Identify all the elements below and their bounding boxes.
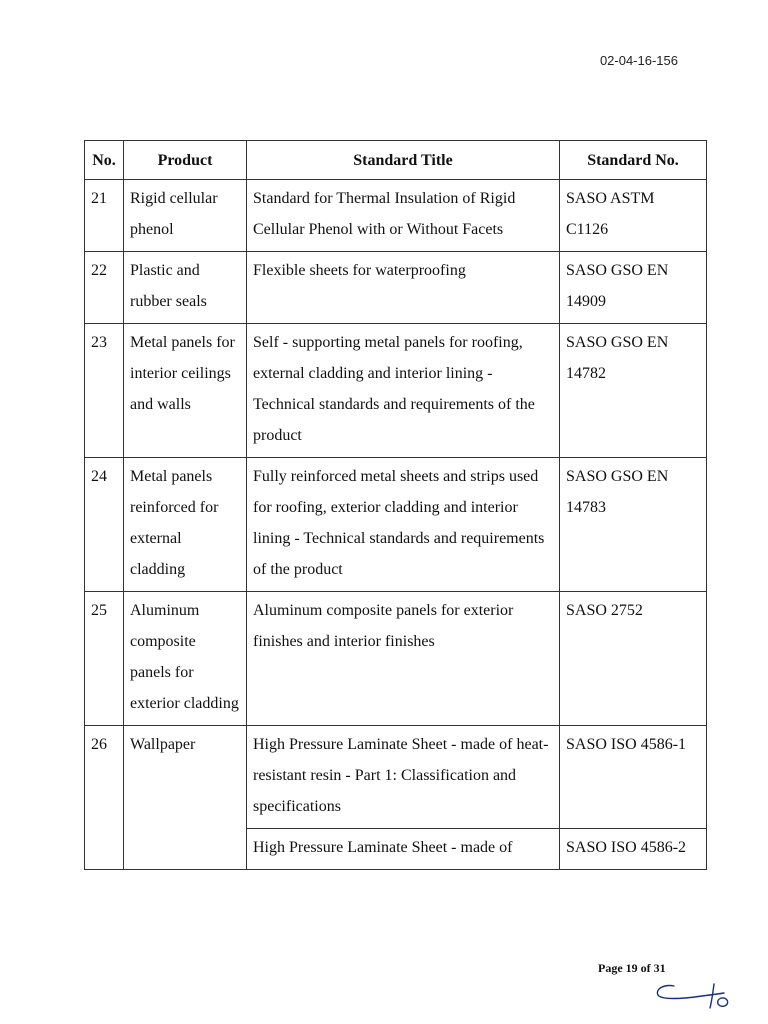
- row-number: 24: [85, 458, 124, 592]
- table-header-row: [85, 141, 707, 180]
- document-reference-number: 02-04-16-156: [599, 53, 678, 68]
- standard-number-cell: SASO GSO EN 14909: [560, 252, 707, 324]
- table-row: [85, 592, 707, 726]
- standards-table: [84, 140, 707, 870]
- standard-title-cell: Standard for Thermal Insulation of Rigid Cellular Phenol with or Without Facets: [247, 180, 560, 252]
- table-row: [85, 324, 707, 458]
- header-no: No.: [85, 141, 124, 180]
- standard-title-cell: Self - supporting metal panels for roofing, external cladding and interior lining - Technical standards and requirements of the product: [247, 324, 560, 458]
- product-cell: Wallpaper: [124, 726, 247, 870]
- header-standard-no: Standard No.: [560, 141, 707, 180]
- standard-title-cell: Aluminum composite panels for exterior finishes and interior finishes: [247, 592, 560, 726]
- standard-number-cell: SASO ASTM C1126: [560, 180, 707, 252]
- standard-title-cell: High Pressure Laminate Sheet - made of heat-resistant resin - Part 1: Classification and specifications: [247, 726, 560, 829]
- standard-number-cell: SASO GSO EN 14782: [560, 324, 707, 458]
- standard-number-cell: SASO ISO 4586-1: [560, 726, 707, 829]
- table-row: [85, 458, 707, 592]
- row-number: 26: [85, 726, 124, 870]
- table-row: [85, 726, 707, 829]
- row-number: 21: [85, 180, 124, 252]
- row-number: 23: [85, 324, 124, 458]
- product-cell: Aluminum composite panels for exterior cladding: [124, 592, 247, 726]
- table-row: [85, 252, 707, 324]
- header-standard-title: Standard Title: [247, 141, 560, 180]
- table-row: [85, 180, 707, 252]
- handwritten-signature-icon: [652, 978, 732, 1012]
- standard-title-cell: Flexible sheets for waterproofing: [247, 252, 560, 324]
- page-number: Page 19 of 31: [598, 961, 666, 975]
- row-number: 25: [85, 592, 124, 726]
- standard-number-cell: SASO ISO 4586-2: [560, 829, 707, 870]
- standard-number-cell: SASO GSO EN 14783: [560, 458, 707, 592]
- row-number: 22: [85, 252, 124, 324]
- product-cell: Metal panels reinforced for external cladding: [124, 458, 247, 592]
- standard-title-cell: High Pressure Laminate Sheet - made of: [247, 829, 560, 870]
- header-product: Product: [124, 141, 247, 180]
- product-cell: Plastic and rubber seals: [124, 252, 247, 324]
- product-cell: Metal panels for interior ceilings and walls: [124, 324, 247, 458]
- product-cell: Rigid cellular phenol: [124, 180, 247, 252]
- standard-title-cell: Fully reinforced metal sheets and strips used for roofing, exterior cladding and interior lining - Technical standards and requirements of the product: [247, 458, 560, 592]
- standard-number-cell: SASO 2752: [560, 592, 707, 726]
